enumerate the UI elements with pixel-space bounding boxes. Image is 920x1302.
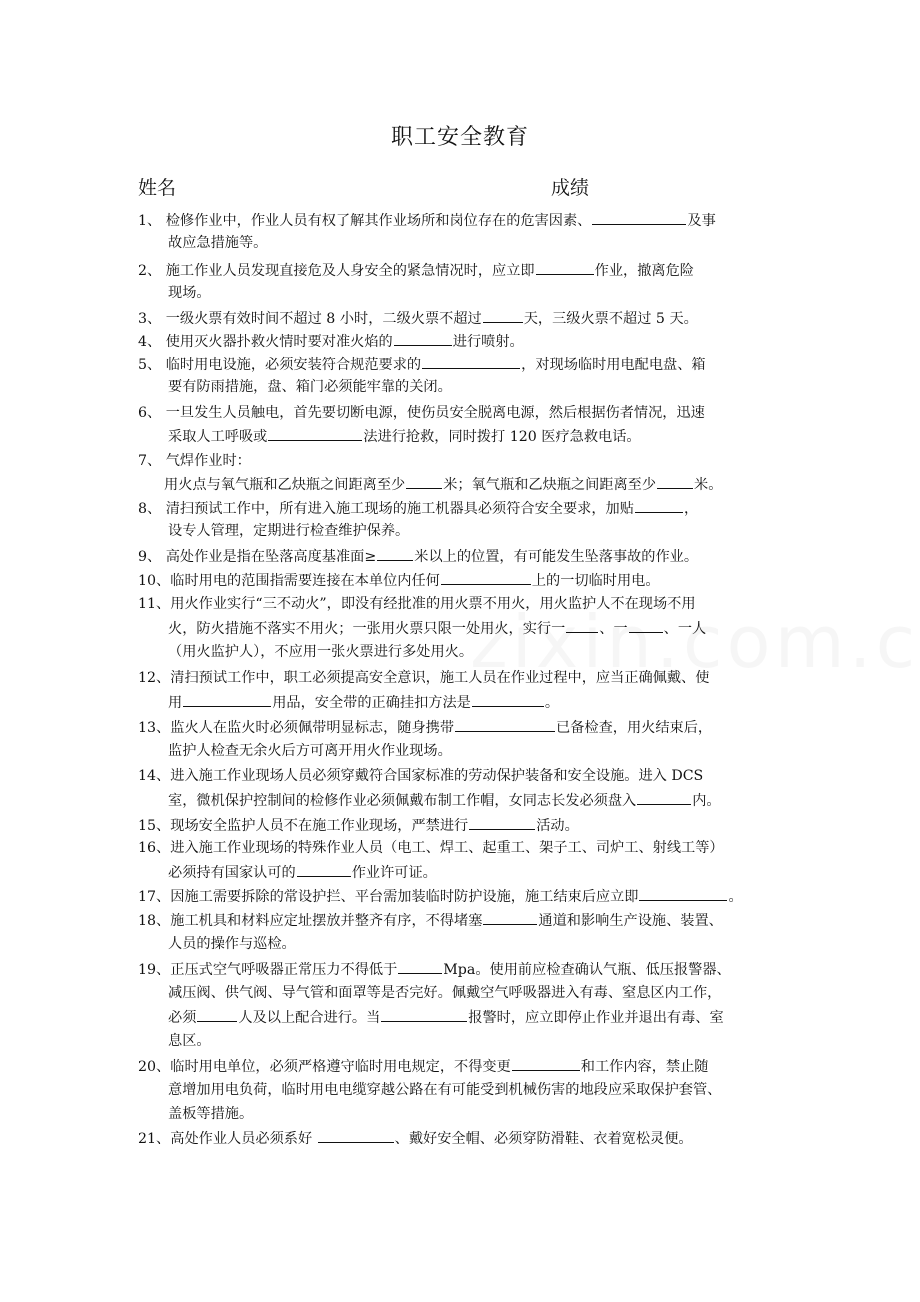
answer-blank[interactable] [536,260,594,275]
score-label: 成绩 [551,177,590,199]
answer-blank[interactable] [635,498,683,513]
answer-blank[interactable] [629,618,663,633]
name-label: 姓名 [138,177,177,199]
answer-blank[interactable] [472,692,544,707]
question-4: 4、 使用灭火器扑救火情时要对准火焰的 进行喷射。 [138,331,524,352]
answer-blank[interactable] [297,862,351,877]
answer-blank[interactable] [483,910,537,925]
question-8: 8、 清扫预试工作中，所有进入施工现场的施工机器具必须符合安全要求，加贴 ， [138,498,698,519]
question-number: 17、 [138,889,171,905]
question-number: 18、 [138,913,171,929]
question-number: 10、 [138,573,171,589]
question-number: 4、 [138,334,162,350]
answer-blank[interactable] [592,210,686,225]
answer-blank[interactable] [197,1007,237,1022]
question-number: 3、 [138,311,162,327]
question-2: 2、 施工作业人员发现直接危及人身安全的紧急情况时，应立即 作业，撤离危险 [138,260,694,281]
answer-blank[interactable] [377,546,413,561]
answer-blank[interactable] [318,1128,394,1143]
answer-blank[interactable] [394,331,452,346]
question-6: 6、 一旦发生人员触电，首先要切断电源，使伤员安全脱离电源，然后根据伤者情况，迅速 [138,405,705,421]
question-21: 21、高处作业人员必须系好 、戴好安全帽、必须穿防滑鞋、衣着宽松灵便。 [138,1128,693,1149]
question-18: 18、施工机具和材料应定址摆放并整齐有序，不得堵塞 通道和影响生产设施、装置、 [138,910,723,931]
answer-blank[interactable] [183,692,271,707]
answer-blank[interactable] [422,354,520,369]
question-5: 5、 临时用电设施，必须安装符合规范要求的 ，对现场临时用电配电盘、箱 [138,354,706,375]
question-number: 6、 [138,405,162,421]
answer-blank[interactable] [398,959,442,974]
question-number: 1、 [138,213,162,229]
question-10: 10、临时用电的范围指需要连接在本单位内任何 上的一切临时用电。 [138,570,660,591]
question-number: 5、 [138,357,162,373]
question-16: 16、进入施工作业现场的特殊作业人员（电工、焊工、起重工、架子工、司炉工、射线工等） [138,840,724,856]
question-number: 13、 [138,720,171,736]
question-number: 15、 [138,818,171,834]
answer-blank[interactable] [469,815,535,830]
question-15: 15、现场安全监护人员不在施工作业现场，严禁进行 活动。 [138,815,579,836]
answer-blank[interactable] [657,474,693,489]
question-number: 8、 [138,501,162,517]
question-number: 19、 [138,962,171,978]
question-number: 14、 [138,768,171,784]
question-12: 12、清扫预试工作中，职工必须提高安全意识，施工人员在作业过程中，应当正确佩戴、使 [138,670,710,686]
question-number: 16、 [138,840,171,856]
answer-blank[interactable] [637,790,691,805]
answer-blank[interactable] [268,426,362,441]
question-19: 19、正压式空气呼吸器正常压力不得低于 Mpa。使用前应检查确认气瓶、低压报警器、 [138,959,731,980]
answer-blank[interactable] [441,570,531,585]
answer-blank[interactable] [406,474,442,489]
answer-blank[interactable] [455,717,555,732]
question-number: 11、 [138,596,171,612]
question-11: 11、用火作业实行“三不动火”，即没有经批准的用火票不用火，用火监护人不在现场不用 [138,596,696,612]
question-7: 7、 气焊作业时： [138,453,251,469]
question-number: 20、 [138,1059,171,1075]
question-9: 9、 高处作业是指在坠落高度基准面≥ 米以上的位置，有可能发生坠落事故的作业。 [138,546,698,567]
answer-blank[interactable] [566,618,598,633]
question-3: 3、 一级火票有效时间不超过 8 小时，二级火票不超过 天，三级火票不超过 5 天。 [138,308,698,329]
question-13: 13、监火人在监火时必须佩带明显标志，随身携带 已备检查，用火结束后， [138,717,712,738]
answer-blank[interactable] [512,1056,580,1071]
question-number: 21、 [138,1131,171,1147]
question-number: 7、 [138,453,162,469]
question-number: 12、 [138,670,171,686]
page-title: 职工安全教育 [390,125,529,150]
question-17: 17、因施工需要拆除的常设护拦、平台需加装临时防护设施，施工结束后应立即 。 [138,886,743,907]
question-20: 20、临时用电单位，必须严格遵守临时用电规定，不得变更 和工作内容，禁止随 [138,1056,708,1077]
answer-blank[interactable] [381,1007,467,1022]
question-number: 2、 [138,263,162,279]
question-number: 9、 [138,549,162,565]
question-1: 1、 检修作业中，作业人员有权了解其作业场所和岗位存在的危害因素、 及事 [138,210,716,231]
answer-blank[interactable] [639,886,727,901]
question-14: 14、进入施工作业现场人员必须穿戴符合国家标准的劳动保护装备和安全设施。进入 DCS [138,768,704,784]
answer-blank[interactable] [483,308,523,323]
